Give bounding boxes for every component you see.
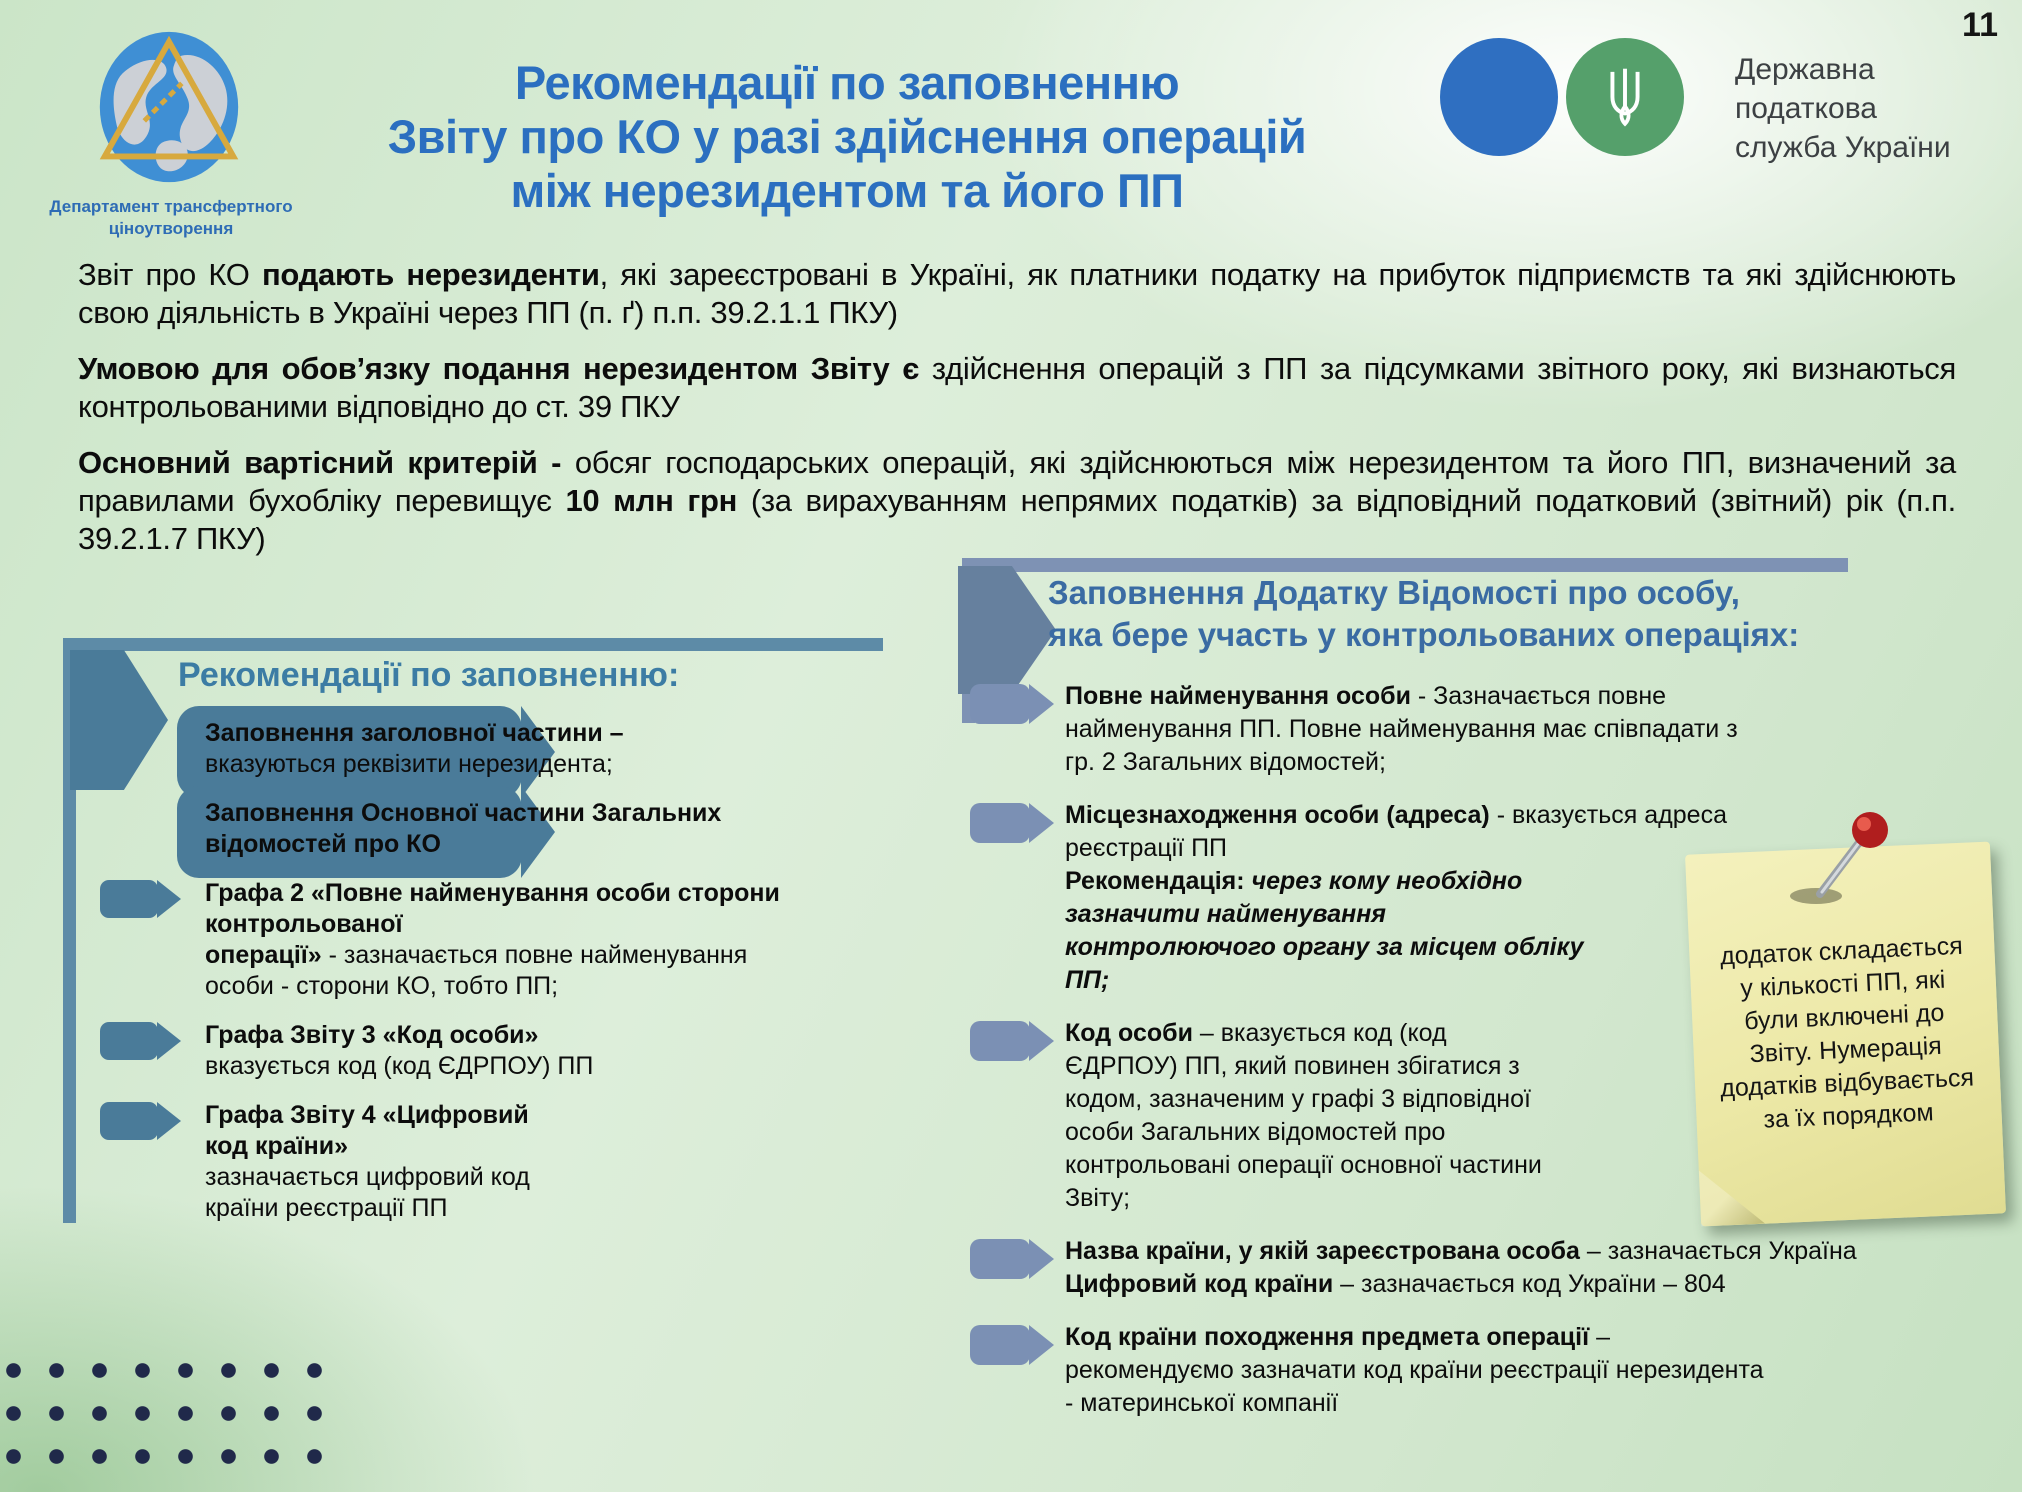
department-caption-line1: Департамент трансфертного	[49, 197, 293, 216]
page-title	[262, 56, 1432, 218]
list-item-text: Повне найменування особи - Зазначається повне найменування ПП. Повне найменування має співпадати з гр. 2 Загальних відомостей;	[1065, 682, 1738, 776]
gov-org-name	[1735, 50, 1951, 167]
globe-triangle-icon	[85, 26, 253, 194]
list-item-text: Графа 2 «Повне найменування особи сторони контрольованої операції» - зазначається повне найменування особи - сторони КО, тобто ПП;	[205, 879, 780, 1000]
department-logo	[85, 26, 253, 194]
right-panel-heading	[1048, 572, 1799, 656]
list-item	[205, 798, 765, 860]
list-item-text: Назва країни, у якій зареєстрована особа – зазначається Україна Цифровий код країни – зазначається код України – 804	[1065, 1237, 1857, 1298]
left-panel-top-bar	[63, 638, 883, 651]
gov-org-line2: податкова	[1735, 92, 1877, 125]
sticky-note-text: додаток складається у кількості ПП, які були включені до Звіту. Нумерація додатків відбувається за їх порядком	[1719, 931, 1975, 1134]
trident-icon	[1601, 64, 1649, 130]
list-item-text: Графа Звіту 3 «Код особи» вказується код (код ЄДРПОУ) ПП	[205, 1021, 594, 1080]
list-item	[1065, 1235, 1885, 1301]
intro-paragraphs	[78, 256, 1956, 576]
left-panel-heading: Рекомендації по заповненню:	[178, 656, 680, 694]
list-item-text: Графа Звіту 4 «Цифровий код країни» зазначається цифровий код країни реєстрації ПП	[205, 1101, 530, 1222]
list-item-text: Місцезнаходження особи (адреса) - вказується адреса реєстрації ПП Рекомендація: через кому необхідно зазначити найменування контролюючого органу за місцем обліку ПП;	[1065, 801, 1727, 994]
list-item	[1065, 799, 1785, 997]
arrow-bullet-icon	[100, 1022, 158, 1060]
list-item	[205, 1100, 725, 1224]
paragraph-value-criterion: Основний вартісний критерій - обсяг господарських операцій, які здійснюються між нерезидентом та його ПП, визначений за правилами бухобліку перевищує 10 млн грн (за вирахуванням непрямих податків) за відповідний податковий (звітний) рік (п.п. 39.2.1.7 ПКУ)	[78, 445, 1956, 556]
title-line1: Рекомендації по заповненню	[514, 56, 1180, 109]
arrow-bullet-icon	[970, 1239, 1030, 1279]
list-item	[1065, 1321, 1765, 1420]
department-caption-line2: ціноутворення	[108, 219, 234, 238]
dot-grid-decoration	[0, 1349, 324, 1492]
gov-org-line1: Державна	[1735, 53, 1875, 86]
gov-org-line3: служба України	[1735, 131, 1951, 164]
arrow-bullet-icon	[100, 880, 158, 918]
blue-circle-logo	[1440, 38, 1558, 156]
right-panel-top-bar	[962, 558, 1848, 572]
page-number: 11	[1962, 6, 1998, 44]
green-circle-logo	[1566, 38, 1684, 156]
list-item	[205, 1020, 805, 1082]
left-panel-chevron-icon	[70, 650, 168, 790]
list-item	[205, 718, 765, 780]
paragraph-filing-condition: Умовою для обов’язку подання нерезидентом Звіту є здійснення операцій з ПП за підсумками звітного року, які визнаються контрольованими відповідно до ст. 39 ПКУ	[78, 351, 1956, 424]
left-panel-items	[205, 718, 865, 1242]
title-line2: Звіту про КО у разі здійснення операцій	[387, 110, 1307, 163]
title-line3: між нерезидентом та його ПП	[510, 164, 1184, 217]
arrow-bullet-icon	[970, 1325, 1030, 1365]
right-heading-line2: яка бере участь у контрольованих операціях:	[1048, 616, 1800, 653]
list-item-text: Код країни походження предмета операції – рекомендуємо зазначати код країни реєстрації нерезидента - материнської компанії	[1065, 1323, 1764, 1417]
list-item-text: Код особи – вказується код (код ЄДРПОУ) ПП, який повинен збігатися з кодом, зазначеним у графі 3 відповідної особи Загальних відомостей про контрольовані операції основної частини Звіту;	[1065, 1019, 1542, 1212]
list-item-text: Заповнення Основної частини Загальних відомостей про КО	[205, 799, 722, 858]
list-item	[205, 878, 805, 1002]
right-heading-line1: Заповнення Додатку Відомості про особу,	[1048, 574, 1740, 611]
paragraph-report-filers: Звіт про КО подають нерезиденти, які зареєстровані в Україні, як платники податку на прибуток підприємств та які здійснюють свою діяльність в Україні через ПП (п. ґ) п.п. 39.2.1.1 ПКУ)	[78, 257, 1956, 330]
list-item-text: Заповнення заголовної частини – вказуються реквізити нерезидента;	[205, 719, 624, 778]
list-item	[1065, 1017, 1565, 1215]
arrow-bullet-icon	[970, 684, 1030, 724]
right-panel-chevron-icon	[958, 566, 1056, 694]
arrow-bullet-icon	[100, 1102, 158, 1140]
arrow-bullet-icon	[970, 803, 1030, 843]
arrow-bullet-icon	[970, 1021, 1030, 1061]
pushpin-icon	[1778, 810, 1918, 920]
list-item	[1065, 680, 1745, 779]
